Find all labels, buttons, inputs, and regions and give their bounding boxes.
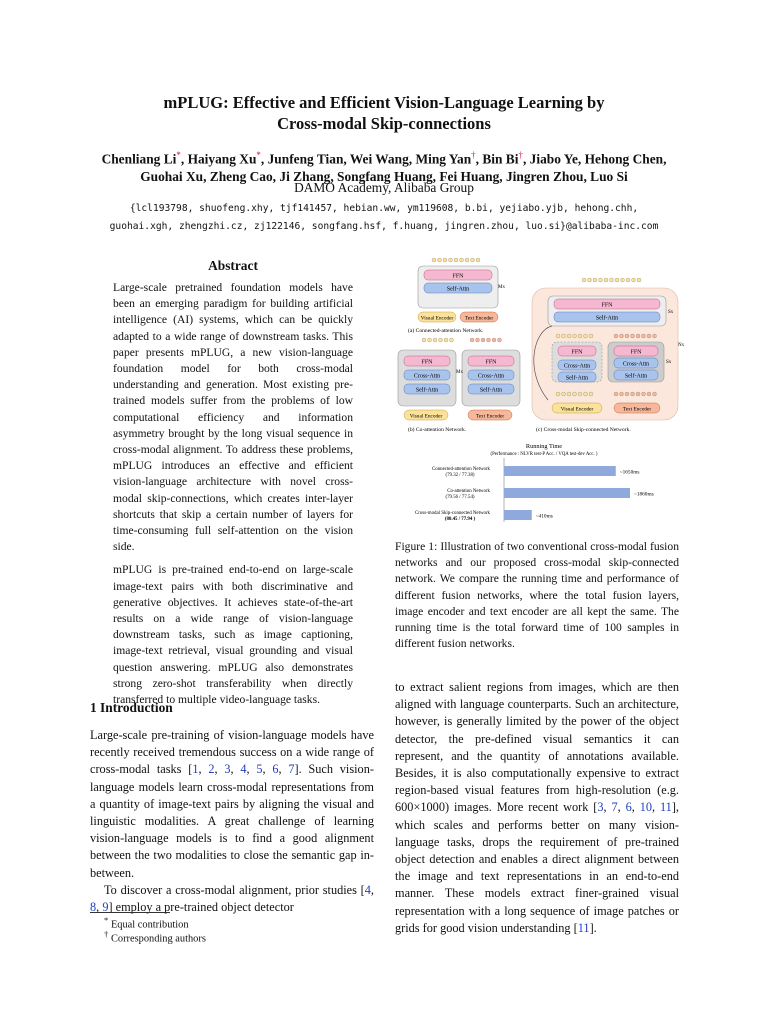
token-circle <box>465 258 469 262</box>
token-circle <box>492 338 496 342</box>
cross-attn-label: Cross-Attn <box>622 361 650 368</box>
token-circle <box>443 258 447 262</box>
citation-link[interactable]: 7 <box>288 762 295 777</box>
token-circle <box>631 392 635 396</box>
ffn-label: FFN <box>421 359 433 366</box>
token-circle <box>556 392 560 396</box>
token-circle <box>454 258 458 262</box>
panel-co-attention <box>398 350 520 433</box>
self-attn-label: Self-Attn <box>595 315 619 322</box>
text-run: Large-scale pre-training of vision-language models have recently received tremendous success on a wide range of cross-modal tasks [ <box>90 728 374 777</box>
figure-caption: Figure 1: Illustration of two conventional cross-modal fusion networks and our proposed cross-modal skip-connected network. We compare the running time and performance of different fusion networks, where the total fusion layers, image encoder and text encoder are all kept the same. The running time is the total forward time of 100 samples in different fusion networks. <box>395 540 679 651</box>
citation-link[interactable]: 5 <box>256 762 263 777</box>
corresponding-mark[interactable]: † <box>471 150 476 160</box>
token-circle <box>562 334 566 338</box>
token-circle <box>481 338 485 342</box>
ffn-label: FFN <box>601 302 613 309</box>
token-circle <box>567 392 571 396</box>
author: Junfeng Tian, Wei Wang, Ming Yan <box>267 151 472 167</box>
text-run: To discover a cross-modal alignment, prior studies [ <box>104 882 365 897</box>
token-circle <box>642 392 646 396</box>
token-circle <box>438 258 442 262</box>
token-circle <box>614 334 618 338</box>
paper-title <box>0 92 768 134</box>
token-circle <box>578 334 582 338</box>
token-circle <box>625 334 629 338</box>
token-circle <box>584 392 588 396</box>
value-label: ~410ms <box>535 513 553 520</box>
footnote-mark: * <box>104 915 109 925</box>
value-label: ~1860ms <box>634 491 654 498</box>
citation-link[interactable]: 4 <box>240 762 247 777</box>
token-circle <box>615 278 619 282</box>
abstract-paragraph: mPLUG is pre-trained end-to-end on large-scale image-text pairs with both discriminative and generative objectives. It achieves state-of-the-art results on a wide range of vision-language downstream tasks, such as image captioning, image-text retrieval, visual grounding and visual question answering. mPLUG also demonstrates strong zero-shot transferability when directly transferred to multiple video-language tasks. <box>113 563 353 707</box>
token-circle <box>593 278 597 282</box>
token-circle <box>589 392 593 396</box>
repeat-mark: Mx <box>456 370 463 375</box>
token-circle <box>422 338 426 342</box>
token-circle <box>620 392 624 396</box>
token-circle <box>444 338 448 342</box>
visual-encoder-label: Visual Encoder <box>409 413 443 420</box>
self-attn-label: Self-Attn <box>479 387 503 394</box>
token-circle <box>626 278 630 282</box>
self-attn-label: Self-Attn <box>415 387 439 394</box>
token-circle <box>636 392 640 396</box>
text-encoder-label: Text Encoder <box>622 406 652 413</box>
token-circle <box>620 334 624 338</box>
category-score: (80.45 / 77.94 ) <box>444 517 476 522</box>
chart-title: Running Time <box>525 443 563 450</box>
token-circle <box>588 278 592 282</box>
token-circle <box>450 338 454 342</box>
abstract-paragraph: Large-scale pretrained foundation models have been an emerging paradigm for building artificial intelligence (AI) systems, which can be quickly adapted to a wide range of downstream tasks. This paper presents mPLUG, a new vision-language foundation model for both cross-modal understanding and generation. Most existing pre-trained models suffer from the problems of low computational efficiency and information asymmetry brought by the long visual sequence in cross-modal alignment. To address these problems, mPLUG introduces an effective and efficient vision-language architecture with novel cross-modal skip-connections, which creates inter-layer shortcuts that skip a certain number of layers for time-consuming full self-attention on the vision side. <box>113 281 353 554</box>
token-circle <box>428 338 432 342</box>
citation-link[interactable]: 6 <box>625 800 632 815</box>
value-label: ~1650ms <box>619 469 640 476</box>
token-circle <box>647 392 651 396</box>
token-circle <box>614 392 618 396</box>
author-line-2: Guohai Xu, Zheng Cao, Ji Zhang, Songfang Huang, Fei Huang, Jingren Zhou, Luo Si <box>140 169 628 185</box>
footnote-mark: † <box>104 929 109 939</box>
title-line-1: mPLUG: Effective and Efficient Vision-Language Learning by <box>163 93 605 112</box>
affiliation: DAMO Academy, Alibaba Group <box>294 180 474 195</box>
citation-link[interactable]: 10 <box>639 800 653 815</box>
footnote-text: Equal contribution <box>110 919 189 931</box>
intro-column-left <box>90 727 374 916</box>
self-attn-label: Self-Attn <box>565 375 589 382</box>
text-encoder-label: Text Encoder <box>475 413 505 420</box>
text-run: ] employ a pre-trained object detector <box>108 900 294 915</box>
token-circle <box>556 334 560 338</box>
ffn-label: FFN <box>630 349 642 356</box>
chart-bars <box>415 466 654 522</box>
citation-link[interactable]: 9 <box>102 900 109 915</box>
category-score: (79.32 / 77.38) <box>445 473 475 478</box>
token-circle <box>604 278 608 282</box>
token-circle <box>573 334 577 338</box>
chart-subtitle: (Performance : NLVR test-P Acc. / VQA test-dev Acc. ) <box>490 452 598 457</box>
intro-paragraph: Large-scale pre-training of vision-language models have recently received tremendous success on a wide range of cross-modal tasks [1, 2, 3, 4, 5, 6, 7]. Such vision-language models learn cross-modal representations from a quantity of image-text pairs by aligning the visual and linguistic modalities. A great challenge of learning vision-language models is to find a good alignment between the two modalities to close the semantic gap in-between. <box>90 728 374 880</box>
intro-paragraph: To discover a cross-modal alignment, prior studies [4, 8, 9] employ a pre-trained object detector <box>90 882 374 915</box>
cross-attn-label: Cross-Attn <box>413 373 441 380</box>
author-emails <box>40 200 728 236</box>
footnote-text: Corresponding authors <box>110 933 206 945</box>
author-list: Chenliang Li*, Haiyang Xu*, Junfeng Tian, Wei Wang, Ming Yan†, Bin Bi†, Jiabo Ye, Hehong Chen, Guohai Xu, Zheng Cao, Ji Zhang, Songfang Huang, Fei Huang, Jingren Zhou, Luo Si <box>0 146 768 186</box>
token-circle <box>449 258 453 262</box>
token-circle <box>589 334 593 338</box>
repeat-mark: Sx <box>666 360 672 365</box>
citation-link[interactable]: 11 <box>659 800 672 815</box>
repeat-mark: Nx <box>678 343 684 348</box>
cross-attn-label: Cross-Attn <box>477 373 505 380</box>
visual-encoder-label: Visual Encoder <box>560 406 594 413</box>
self-attn-label: Self-Attn <box>446 286 470 293</box>
token-circle <box>432 258 436 262</box>
token-circle <box>637 278 641 282</box>
citation-link[interactable]: 3 <box>597 800 604 815</box>
panel-label-c: (c) Cross-modal Skip-connected Network. <box>536 427 631 433</box>
token-circle <box>599 278 603 282</box>
category-label: Connected-attention Network <box>432 467 490 472</box>
citation-link[interactable]: 4 <box>364 882 371 897</box>
token-circle <box>625 392 629 396</box>
title-line-2: Cross-modal Skip-connections <box>277 114 491 133</box>
ffn-label: FFN <box>571 349 583 356</box>
citation-link[interactable]: 8 <box>90 900 97 915</box>
footnote-corresponding <box>104 928 206 945</box>
token-circle <box>642 334 646 338</box>
citation-link[interactable]: 1 <box>192 762 199 777</box>
footnote-rule <box>90 912 170 913</box>
token-circle <box>562 392 566 396</box>
token-circle <box>470 338 474 342</box>
token-circle <box>621 278 625 282</box>
cross-attn-label: Cross-Attn <box>563 363 591 370</box>
token-circle <box>573 392 577 396</box>
abstract-body <box>113 280 353 715</box>
citation-link[interactable]: 6 <box>272 762 279 777</box>
token-circle <box>439 338 443 342</box>
token-circle <box>582 278 586 282</box>
token-circle <box>460 258 464 262</box>
category-label: Co-attention Network <box>447 489 490 494</box>
author: Chenliang Li <box>101 151 177 167</box>
panel-skip-connected <box>532 288 684 433</box>
text-run: to extract salient regions from images, which are then aligned with language counterparts. Such an architecture, however, is generally limited by the power of the object detector, the pre-defined visual semantics it can represent, and the quantity of annotations available. Besides, it is also computationally expensive to extract region-based visual features from high-resolution (e.g. 600×1000) images. More recent work [ <box>395 680 679 815</box>
author: Haiyang Xu <box>187 151 257 167</box>
citation-link[interactable]: 2 <box>208 762 215 777</box>
citation-link[interactable]: 3 <box>224 762 231 777</box>
bar-2 <box>504 510 532 520</box>
intro-column-right <box>395 679 679 937</box>
abstract-heading: Abstract <box>208 258 258 273</box>
running-time-chart <box>415 443 654 522</box>
repeat-mark: Mx <box>498 285 505 290</box>
panel-connected-attention <box>408 266 505 334</box>
text-run: ]. Such vision-language models learn cross-modal representations from a quantity of image-text pairs by aligning the visual and linguistic modalities. A great challenge of learning vision-language models is to find a good alignment between the two modalities to close the semantic gap in-between. <box>90 762 374 880</box>
panel-label-b: (b) Co-attention Network. <box>408 427 467 433</box>
category-score: (79.56 / 77.54) <box>445 495 475 500</box>
panel-label-a: (a) Connected-attention Network. <box>408 328 484 334</box>
token-circle <box>653 334 657 338</box>
figure-1 <box>394 250 684 540</box>
token-circle <box>498 338 502 342</box>
token-circle <box>487 338 491 342</box>
token-circle <box>584 334 588 338</box>
citation-link[interactable]: 11 <box>577 920 590 935</box>
token-circle <box>632 278 636 282</box>
bar-0 <box>504 466 616 476</box>
corresponding-mark[interactable]: † <box>518 150 523 160</box>
author: Jiabo Ye, Hehong Chen, <box>529 151 667 167</box>
category-label: Cross-modal Skip-connected Network <box>415 511 490 516</box>
token-circle <box>653 392 657 396</box>
ffn-label: FFN <box>452 273 464 280</box>
text-run: ]. <box>589 920 597 935</box>
token-circle <box>647 334 651 338</box>
section-heading-introduction: 1 Introduction <box>90 700 173 715</box>
citation-link[interactable]: 7 <box>611 800 618 815</box>
self-attn-label: Self-Attn <box>624 373 648 380</box>
token-circle <box>610 278 614 282</box>
token-circle <box>631 334 635 338</box>
token-circle <box>578 392 582 396</box>
author: Bin Bi <box>482 151 519 167</box>
intro-paragraph-continued: to extract salient regions from images, which are then aligned with language counterparts. Such an architecture, however, is generally limited by the power of the object detector, the pre-defined visual semantics it can represent, and the quantity of annotations available. Besides, it is also computationally expensive to extract region-based visual features from high-resolution (e.g. 600×1000) images. More recent work [3, 7, 6, 10, 11], which scales and performs better on many vision-language tasks, drops the requirement of pre-trained object detection and enables a direct alignment between the image and text representations in an end-to-end manner. These models extract finer-grained visual representation with a long sequence of image patches or grids for good vision understanding [11]. <box>395 680 679 935</box>
equal-mark[interactable]: * <box>176 150 181 160</box>
token-circle <box>471 258 475 262</box>
visual-encoder-label: Visual Encoder <box>420 315 454 322</box>
ffn-label: FFN <box>485 359 497 366</box>
text-encoder-label: Text Encoder <box>464 315 494 322</box>
text-run: ], which scales and performs better on many vision-language tasks, drops the requirement of pre-trained object detection and enables a direct alignment between the image and text representations in an end-to-end manner. These models extract finer-grained visual representation with a long sequence of image patches or grids for good vision understanding [ <box>395 800 679 935</box>
token-circle <box>476 258 480 262</box>
token-circle <box>476 338 480 342</box>
equal-mark[interactable]: * <box>256 150 261 160</box>
emails-line-2: guohai.xgh, zhengzhi.cz, zj122146, songfang.hsf, f.huang, jingren.zhou, luo.si}@alibaba-inc.com <box>109 221 659 232</box>
emails-line-1: {lcl193798, shuofeng.xhy, tjf141457, hebian.ww, ym119608, b.bi, yejiabo.yjb, hehong.chh, <box>129 203 639 214</box>
bar-1 <box>504 488 630 498</box>
token-circle <box>433 338 437 342</box>
repeat-mark: Sx <box>668 310 674 315</box>
token-circle <box>567 334 571 338</box>
token-circle <box>636 334 640 338</box>
